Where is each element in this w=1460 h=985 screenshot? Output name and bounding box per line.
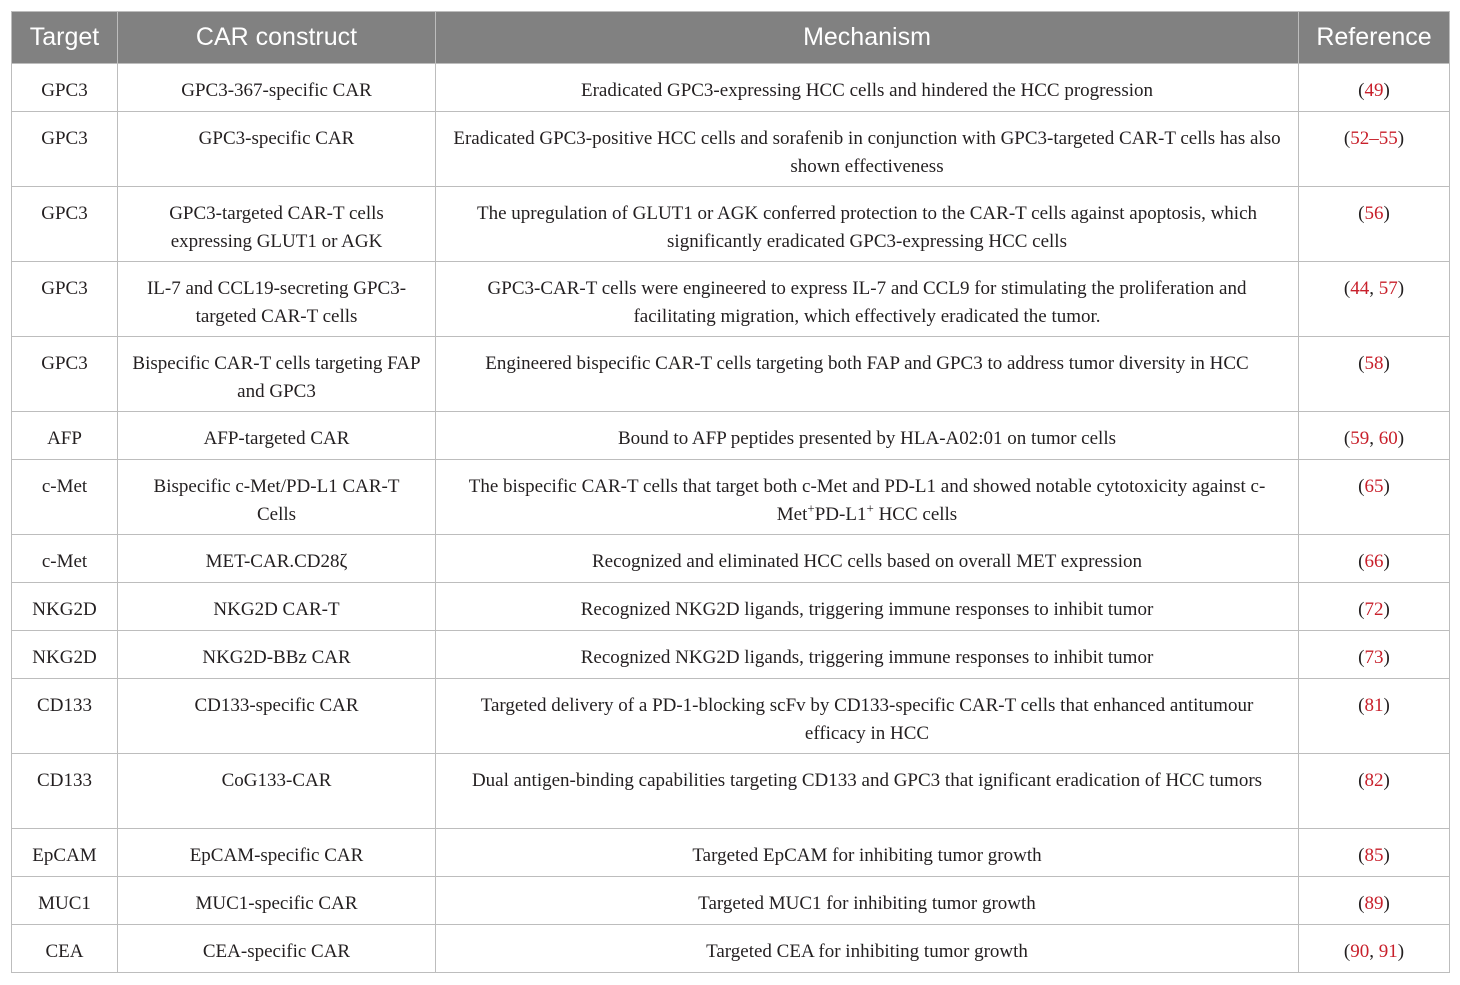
mechanism-text: The bispecific CAR-T cells that target both c-Met and PD-L1 and showed notable cytotoxicity against c-Met [468,476,1266,525]
reference-link[interactable]: 65 [1364,476,1384,497]
reference-cell: (82) [1299,754,1450,829]
reference-cell: (44, 57) [1299,262,1450,337]
reference-link[interactable]: 85 [1364,845,1384,866]
table-row [12,679,1450,754]
reference-link[interactable]: 60 [1378,428,1398,449]
mechanism-cell: Recognized NKG2D ligands, triggering immune responses to inhibit tumor [436,631,1299,679]
mechanism-text: PD-L1 [814,503,867,525]
header-car-construct: CAR construct [118,12,436,64]
car-construct-cell: NKG2D CAR-T [118,583,436,631]
table-row [12,187,1450,262]
table-row [12,535,1450,583]
table-row [12,337,1450,412]
car-t-targets-table [11,11,1450,973]
car-construct-cell: EpCAM-specific CAR [118,829,436,877]
reference-link[interactable]: 52–55 [1350,128,1398,149]
header-reference: Reference [1299,12,1450,64]
mechanism-cell: Targeted MUC1 for inhibiting tumor growth [436,877,1299,925]
header-target: Target [12,12,118,64]
car-construct-cell: MET-CAR.CD28ζ [118,535,436,583]
table-row [12,262,1450,337]
mechanism-cell: Targeted EpCAM for inhibiting tumor growth [436,829,1299,877]
target-cell: CEA [12,925,118,973]
car-construct-cell: GPC3-specific CAR [118,112,436,187]
reference-cell: (52–55) [1299,112,1450,187]
table-row [12,64,1450,112]
reference-link[interactable]: 56 [1364,203,1384,224]
reference-link[interactable]: 66 [1364,551,1384,572]
target-cell: c-Met [12,460,118,535]
mechanism-cell: Engineered bispecific CAR-T cells targeting both FAP and GPC3 to address tumor diversity in HCC [436,337,1299,412]
superscript-plus: + [807,500,815,516]
table-row [12,112,1450,187]
mechanism-cell: Recognized and eliminated HCC cells based on overall MET expression [436,535,1299,583]
reference-cell: (59, 60) [1299,412,1450,460]
reference-link[interactable]: 58 [1364,353,1384,374]
target-cell: AFP [12,412,118,460]
reference-link[interactable]: 89 [1364,893,1384,914]
reference-link[interactable]: 73 [1364,647,1384,668]
target-cell: CD133 [12,679,118,754]
car-construct-cell: AFP-targeted CAR [118,412,436,460]
target-cell: GPC3 [12,337,118,412]
mechanism-cell: Eradicated GPC3-expressing HCC cells and hindered the HCC progression [436,64,1299,112]
car-construct-cell: MUC1-specific CAR [118,877,436,925]
reference-link[interactable]: 91 [1378,941,1398,962]
table-row [12,754,1450,829]
reference-cell: (58) [1299,337,1450,412]
reference-link[interactable]: 49 [1364,80,1384,101]
reference-cell: (90, 91) [1299,925,1450,973]
target-cell: GPC3 [12,262,118,337]
superscript-plus: + [866,500,874,516]
car-construct-cell: Bispecific c-Met/PD-L1 CAR-T Cells [118,460,436,535]
table-row [12,631,1450,679]
mechanism-cell: Recognized NKG2D ligands, triggering immune responses to inhibit tumor [436,583,1299,631]
target-cell: CD133 [12,754,118,829]
reference-link[interactable]: 44 [1350,278,1370,299]
target-cell: GPC3 [12,187,118,262]
table-container [11,11,1449,973]
target-cell: c-Met [12,535,118,583]
header-row [12,12,1450,64]
car-construct-cell: CEA-specific CAR [118,925,436,973]
table-row [12,925,1450,973]
reference-link[interactable]: 57 [1378,278,1398,299]
car-construct-cell: IL-7 and CCL19-secreting GPC3-targeted CAR-T cells [118,262,436,337]
car-construct-cell: GPC3-367-specific CAR [118,64,436,112]
table-row [12,412,1450,460]
target-cell: GPC3 [12,64,118,112]
reference-link[interactable]: 82 [1364,770,1384,791]
target-cell: GPC3 [12,112,118,187]
car-construct-cell: GPC3-targeted CAR-T cells expressing GLUT1 or AGK [118,187,436,262]
mechanism-cell: The upregulation of GLUT1 or AGK conferred protection to the CAR-T cells against apoptosis, which significantly eradicated GPC3-expressing HCC cells [436,187,1299,262]
mechanism-cell: Targeted CEA for inhibiting tumor growth [436,925,1299,973]
target-cell: NKG2D [12,583,118,631]
mechanism-cell: Bound to AFP peptides presented by HLA-A02:01 on tumor cells [436,412,1299,460]
mechanism-cell: Targeted delivery of a PD-1-blocking scFv by CD133-specific CAR-T cells that enhanced antitumour efficacy in HCC [436,679,1299,754]
target-cell: MUC1 [12,877,118,925]
car-construct-cell: CoG133-CAR [118,754,436,829]
table-row [12,583,1450,631]
car-construct-cell: Bispecific CAR-T cells targeting FAP and GPC3 [118,337,436,412]
mechanism-cell [436,460,1299,535]
header-mechanism: Mechanism [436,12,1299,64]
table-body [12,64,1450,973]
car-construct-cell: NKG2D-BBz CAR [118,631,436,679]
target-cell: NKG2D [12,631,118,679]
table-row [12,829,1450,877]
reference-link[interactable]: 81 [1364,695,1384,716]
table-header [12,12,1450,64]
table-row [12,877,1450,925]
reference-cell: (66) [1299,535,1450,583]
reference-cell: (81) [1299,679,1450,754]
reference-link[interactable]: 72 [1364,599,1384,620]
target-cell: EpCAM [12,829,118,877]
reference-cell: (56) [1299,187,1450,262]
mechanism-cell: Eradicated GPC3-positive HCC cells and sorafenib in conjunction with GPC3-targeted CAR-T cells has also shown effectiveness [436,112,1299,187]
reference-cell: (72) [1299,583,1450,631]
car-construct-cell: CD133-specific CAR [118,679,436,754]
reference-cell: (89) [1299,877,1450,925]
reference-link[interactable]: 90 [1350,941,1370,962]
reference-link[interactable]: 59 [1350,428,1370,449]
reference-cell: (65) [1299,460,1450,535]
reference-cell: (85) [1299,829,1450,877]
mechanism-cell: GPC3-CAR-T cells were engineered to express IL-7 and CCL9 for stimulating the proliferation and facilitating migration, which effectively eradicated the tumor. [436,262,1299,337]
reference-cell: (49) [1299,64,1450,112]
mechanism-text: HCC cells [873,503,958,525]
mechanism-cell: Dual antigen-binding capabilities targeting CD133 and GPC3 that ignificant eradication of HCC tumors [436,754,1299,829]
table-row [12,460,1450,535]
reference-cell: (73) [1299,631,1450,679]
